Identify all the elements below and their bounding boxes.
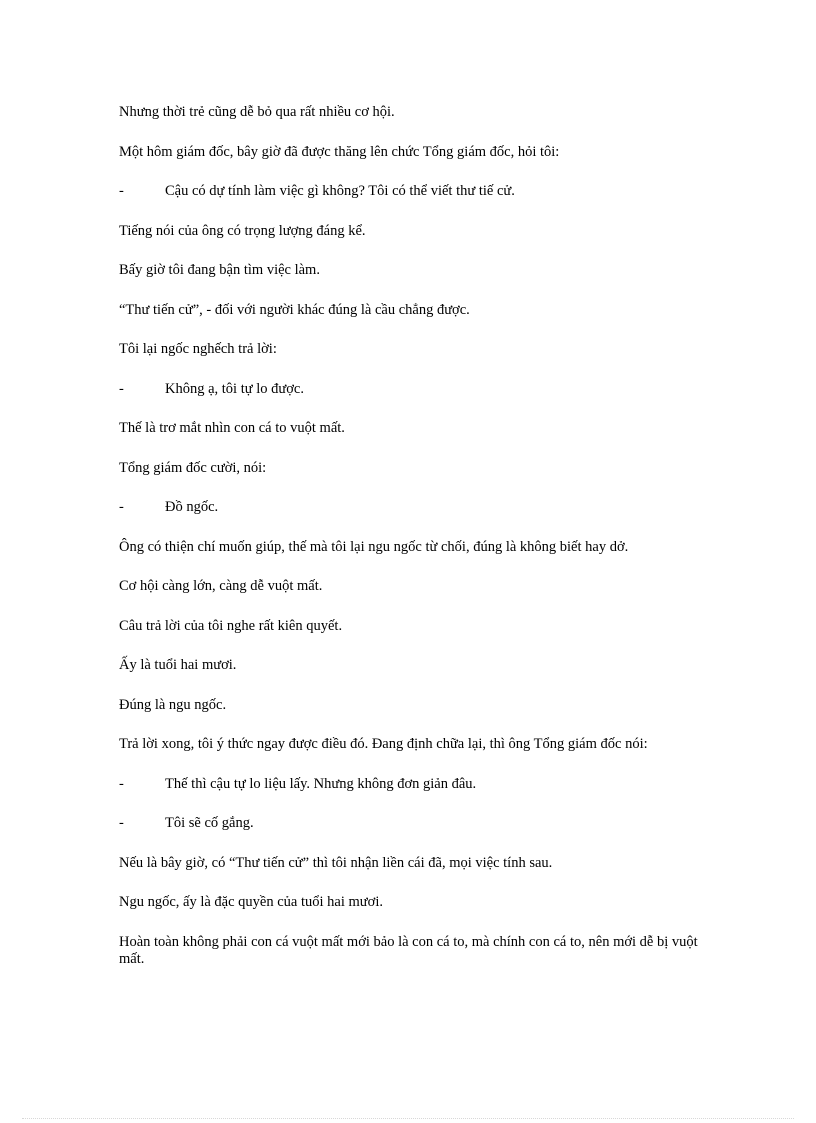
paragraph: Cơ hội càng lớn, càng dễ vuột mất. (119, 578, 323, 594)
dialogue-line (119, 499, 699, 516)
dialogue-text: Tôi sẽ cố gắng. (165, 815, 254, 831)
paragraph: “Thư tiến cử”, - đối với người khác đúng là cầu chẳng được. (119, 301, 470, 318)
paragraph: Tôi lại ngốc nghếch trả lời: (119, 341, 277, 357)
dialogue-dash: - (119, 815, 124, 831)
document-body (119, 104, 699, 990)
dialogue-line (119, 815, 699, 832)
paragraph: Câu trả lời của tôi nghe rất kiên quyết. (119, 617, 343, 634)
paragraph: Hoàn toàn không phải con cá vuột mất mới bảo là con cá to, mà chính con cá to, nên mới dễ bị vuột mất. (119, 933, 698, 967)
dialogue-dash: - (119, 183, 124, 199)
dialogue-line (119, 381, 699, 398)
dialogue-dash: - (119, 380, 124, 397)
dialogue-text: Thế thì cậu tự lo liệu lấy. Nhưng không đơn giản đâu. (165, 775, 477, 792)
paragraph: Ấy là tuổi hai mươi. (119, 657, 237, 673)
dialogue-dash: - (119, 499, 124, 515)
dialogue-line (119, 776, 699, 793)
page-bottom-border (22, 1118, 794, 1119)
dialogue-text: Không ạ, tôi tự lo được. (165, 380, 304, 397)
paragraph: Ngu ngốc, ấy là đặc quyền của tuổi hai mươi. (119, 894, 383, 910)
paragraph: Ông có thiện chí muốn giúp, thế mà tôi lại ngu ngốc từ chối, đúng là không biết hay dở. (119, 538, 629, 555)
dialogue-text: Cậu có dự tính làm việc gì không? Tôi có thể viết thư tiế cử. (165, 183, 515, 199)
paragraph: Nếu là bây giờ, có “Thư tiến cử” thì tôi nhận liền cái đã, mọi việc tính sau. (119, 854, 553, 871)
paragraph: Thế là trơ mắt nhìn con cá to vuột mất. (119, 420, 345, 436)
paragraph: Một hôm giám đốc, bây giờ đã được thăng lên chức Tổng giám đốc, hỏi tôi: (119, 143, 560, 160)
dialogue-text: Đồ ngốc. (165, 499, 219, 515)
paragraph: Đúng là ngu ngốc. (119, 696, 227, 713)
paragraph: Bấy giờ tôi đang bận tìm việc làm. (119, 262, 320, 278)
paragraph: Tổng giám đốc cười, nói: (119, 459, 267, 476)
paragraph: Trả lời xong, tôi ý thức ngay được điều đó. Đang định chữa lại, thì ông Tổng giám đốc nói: (119, 736, 648, 752)
dialogue-line (119, 183, 699, 200)
paragraph: Nhưng thời trẻ cũng dễ bỏ qua rất nhiều cơ hội. (119, 104, 395, 120)
dialogue-dash: - (119, 775, 124, 792)
paragraph: Tiếng nói của ông có trọng lượng đáng kể. (119, 222, 366, 239)
